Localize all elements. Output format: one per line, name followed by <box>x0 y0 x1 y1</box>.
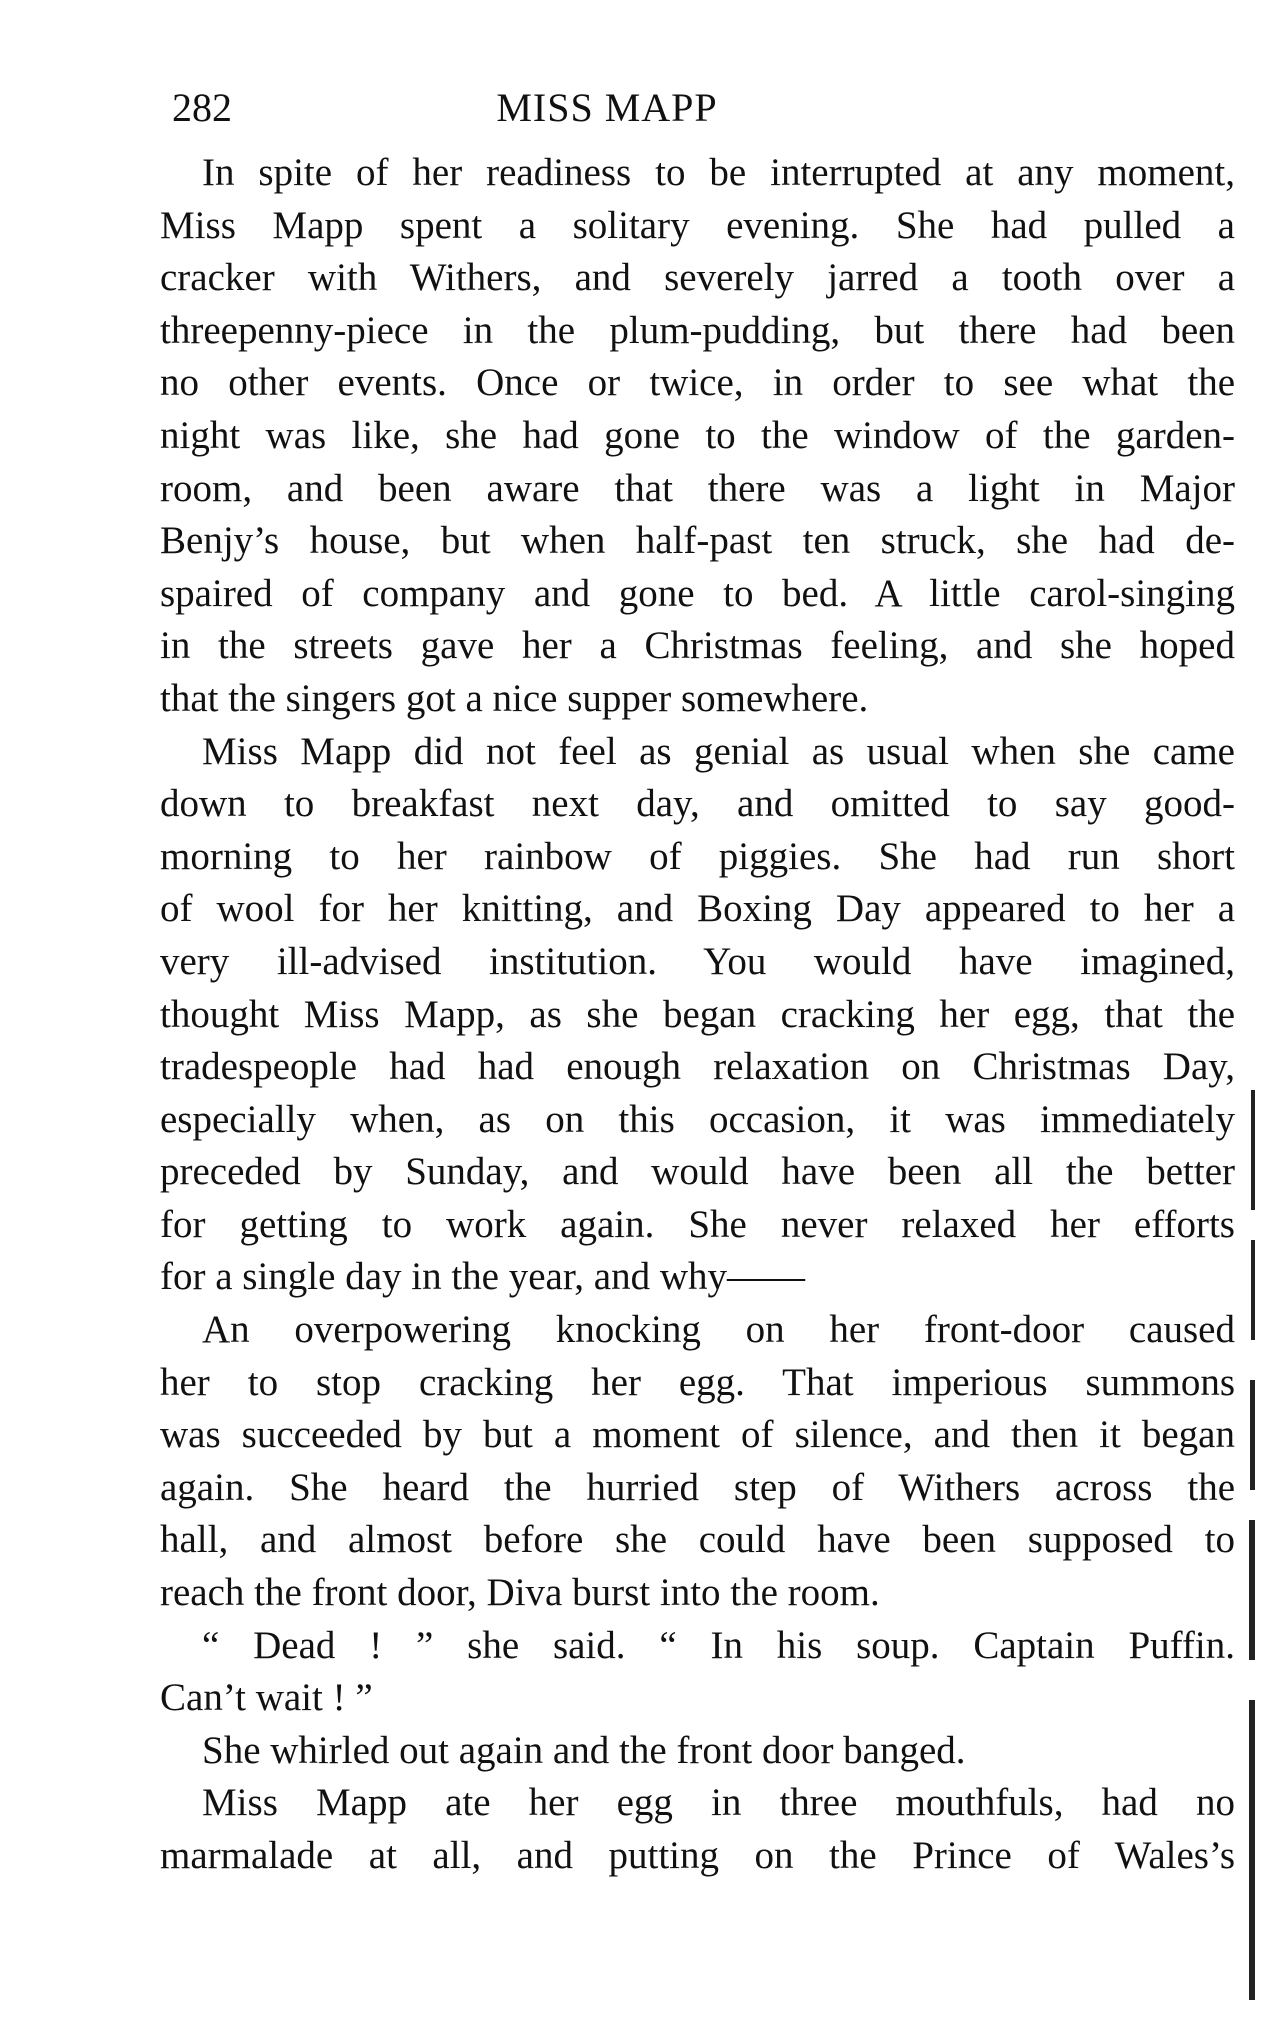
text-line: spaired of company and gone to bed. A little carol-singing <box>160 571 1235 615</box>
page-edge-shadow <box>1249 1520 1255 1660</box>
page-edge-shadow <box>1249 1700 1255 2000</box>
text-line: thought Miss Mapp, as she began cracking her egg, that the <box>160 992 1235 1036</box>
text-line: Miss Mapp did not feel as genial as usual when she came <box>202 729 1235 773</box>
text-line: down to breakfast next day, and omitted to say good- <box>160 782 1235 826</box>
page-edge-shadow <box>1250 1380 1255 1490</box>
page-header <box>172 78 1232 138</box>
paragraph-1 <box>160 147 1235 726</box>
text-line: morning to her rainbow of piggies. She had run short <box>160 834 1235 878</box>
text-line: of wool for her knitting, and Boxing Day appeared to her a <box>160 887 1235 931</box>
text-line: for getting to work again. She never relaxed her efforts <box>160 1202 1235 1246</box>
text-line: her to stop cracking her egg. That imperious summons <box>160 1360 1235 1404</box>
text-line: Miss Mapp ate her egg in three mouthfuls, had no <box>202 1781 1235 1825</box>
text-line: night was like, she had gone to the window of the garden- <box>160 413 1235 457</box>
paragraph-2 <box>160 726 1235 1305</box>
text-line: no other events. Once or twice, in order to see what the <box>160 361 1235 405</box>
text-line: “ Dead ! ” she said. “ In his soup. Captain Puffin. <box>202 1623 1235 1667</box>
body-text <box>160 147 1235 1883</box>
text-line: threepenny-piece in the plum-pudding, but there had been <box>160 308 1235 352</box>
text-line: again. She heard the hurried step of Withers across the <box>160 1465 1235 1509</box>
text-line: In spite of her readiness to be interrupted at any moment, <box>202 151 1235 194</box>
text-line: reach the front door, Diva burst into the room. <box>160 1571 880 1615</box>
text-line: in the streets gave her a Christmas feeling, and she hoped <box>160 624 1235 668</box>
text-line: especially when, as on this occasion, it was immediately <box>160 1097 1235 1141</box>
text-line: that the singers got a nice supper somewhere. <box>160 676 869 720</box>
paragraph-4 <box>160 1620 1235 1725</box>
page-edge-shadow <box>1251 1240 1255 1340</box>
text-line: Miss Mapp spent a solitary evening. She had pulled a <box>160 203 1235 247</box>
text-line: She whirled out again and the front door banged. <box>202 1728 966 1772</box>
page-number: 282 <box>172 85 232 130</box>
text-line: hall, and almost before she could have been supposed to <box>160 1518 1235 1562</box>
paragraph-5 <box>160 1725 1235 1778</box>
text-line: room, and been aware that there was a light in Major <box>160 466 1235 510</box>
running-head: MISS MAPP <box>496 85 718 130</box>
text-line: marmalade at all, and putting on the Prince of Wales’s <box>160 1834 1235 1877</box>
text-line: very ill-advised institution. You would have imagined, <box>160 939 1235 983</box>
text-line: for a single day in the year, and why—— <box>160 1255 806 1299</box>
text-line: cracker with Withers, and severely jarred a tooth over a <box>160 256 1235 300</box>
paragraph-3 <box>160 1304 1235 1620</box>
text-line: was succeeded by but a moment of silence, and then it began <box>160 1413 1235 1457</box>
text-line: An overpowering knocking on her front-door caused <box>202 1308 1235 1352</box>
text-line: tradespeople had had enough relaxation on Christmas Day, <box>160 1045 1235 1089</box>
paragraph-6 <box>160 1777 1235 1882</box>
page-edge-shadow <box>1251 1090 1255 1210</box>
text-line: Benjy’s house, but when half-past ten struck, she had de- <box>160 519 1235 563</box>
text-line: preceded by Sunday, and would have been all the better <box>160 1150 1235 1194</box>
text-line: Can’t wait ! ” <box>160 1676 373 1720</box>
